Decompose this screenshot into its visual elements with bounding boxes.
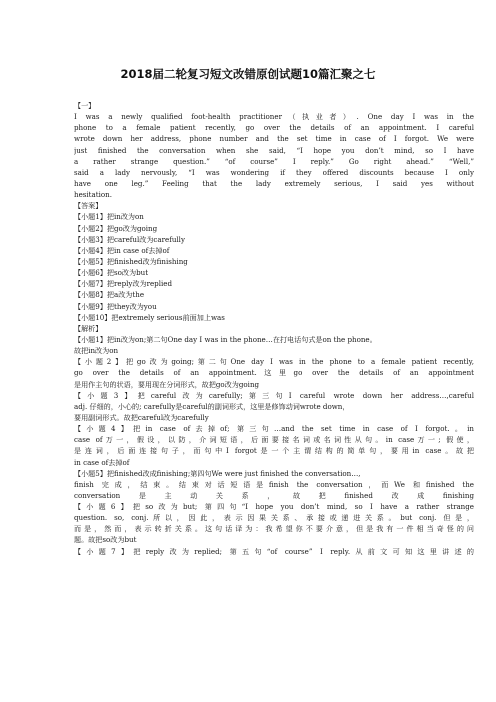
text-line: 【小题2】把go改为going;第二句One day I was in the phone to a female patient recently, bbox=[74, 357, 474, 367]
document-body bbox=[74, 100, 474, 557]
text-line: said a lady nervously, “I was wondering if they offered discounts because I only bbox=[74, 167, 474, 177]
text-line: 【小题10】把extremely serious前面加上was bbox=[74, 312, 225, 322]
text-line: hesitation. bbox=[74, 190, 112, 200]
text-line: 故把in改为on bbox=[74, 346, 119, 356]
text-line: just finished the conversation when she said, “I hope you don’t mind, so I have bbox=[74, 145, 474, 155]
text-line: 【解析】 bbox=[74, 323, 103, 333]
text-line: 【答案】 bbox=[74, 201, 103, 211]
document-title: 2018届二轮复习短文改错原创试题10篇汇聚之七 bbox=[120, 67, 376, 81]
text-line: question. so, conj.所以，因此，表示因果关系、承接或递进关系。but conj. 但是， bbox=[74, 513, 474, 523]
text-line: 是连词，后面连接句子，而句中I forgot是一个主谓结构的简单句，要用in case。故把 bbox=[74, 446, 474, 456]
text-line: 【小题5】把finished改成finishing;第四句We were just finished the conversation…, bbox=[74, 468, 361, 478]
text-line: 【小题1】把in改为on bbox=[74, 212, 144, 222]
text-line: 【小题3】把careful改为carefully;第三句I careful wrote down her address…,careful bbox=[74, 390, 474, 400]
text-line: I was a newly qualified foot-health practitioner（执业者）. One day I was in the bbox=[74, 112, 474, 122]
text-line: 【小题4】把in case of去掉of bbox=[74, 245, 170, 255]
text-line: a rather strange question.” “of course” I reply.” Go right ahead.” “Well,” bbox=[74, 156, 474, 166]
text-line: 【小题5】把finished改为finishing bbox=[74, 256, 188, 266]
text-line: in case of去掉of bbox=[74, 457, 130, 467]
text-line: 题。故把so改为but bbox=[74, 535, 137, 545]
text-line: have one leg.” Feeling that the lady extremely serious, I said yes without bbox=[74, 178, 474, 188]
text-line: 而是，然而，表示转折关系。这句话译为：我希望你不要介意，但是我有一件相当奇怪的问 bbox=[74, 524, 474, 534]
text-line: 【小题6】把so改为but bbox=[74, 268, 149, 278]
text-line: finish 完成，结束。结束对话短语是finish the conversation，而We 和finished the bbox=[74, 479, 474, 489]
text-line: wrote down her address, phone number and the set time in case of I forgot. We were bbox=[74, 134, 474, 144]
text-line: 【小题6】把so改为but; 第四句“I hope you don’t mind, so I have a rather strange bbox=[74, 502, 474, 512]
text-line: 【小题1】把in改为on;第二句One day I was in the phone…在打电话句式是on the phone。 bbox=[74, 334, 377, 344]
text-line: 是用作主句的状语，要用现在分词形式，故把go改为going bbox=[74, 379, 260, 389]
text-line: case of万一，假设，以防，介词短语，后面要接名词或名词性从句。in case万一; 假使， bbox=[74, 435, 474, 445]
text-line: go over the details of an appointment.这里go over the details of an appointment bbox=[74, 368, 474, 378]
text-line: 【小题8】把a改为the bbox=[74, 290, 145, 300]
text-line: 要用副词形式。故把careful改为carefully bbox=[74, 412, 209, 422]
text-line: 【小题7】把reply改为replied; 第五句“of course” I reply.从前文可知这里讲述的 bbox=[74, 546, 474, 556]
text-line: conversation是主动关系，故把finished改成finishing bbox=[74, 490, 474, 500]
text-line: 【小题9】把they改为you bbox=[74, 301, 157, 311]
text-line: 【一】 bbox=[74, 101, 96, 110]
text-line: 【小题2】把go改为going bbox=[74, 223, 158, 233]
text-line: 【小题7】把reply改为replied bbox=[74, 279, 172, 289]
text-line: adj. 仔细的，小心的; carefully是careful的副词形式，这里是修饰动词wrote down， bbox=[74, 401, 350, 411]
text-line: 【小题3】把careful改为carefully bbox=[74, 234, 185, 244]
text-line: phone to a female patient recently, go over the details of an appointment. I careful bbox=[74, 123, 474, 133]
text-line: 【小题4】把in case of去掉of; 第三句…and the set time in case of I forgot.。in bbox=[74, 424, 474, 434]
